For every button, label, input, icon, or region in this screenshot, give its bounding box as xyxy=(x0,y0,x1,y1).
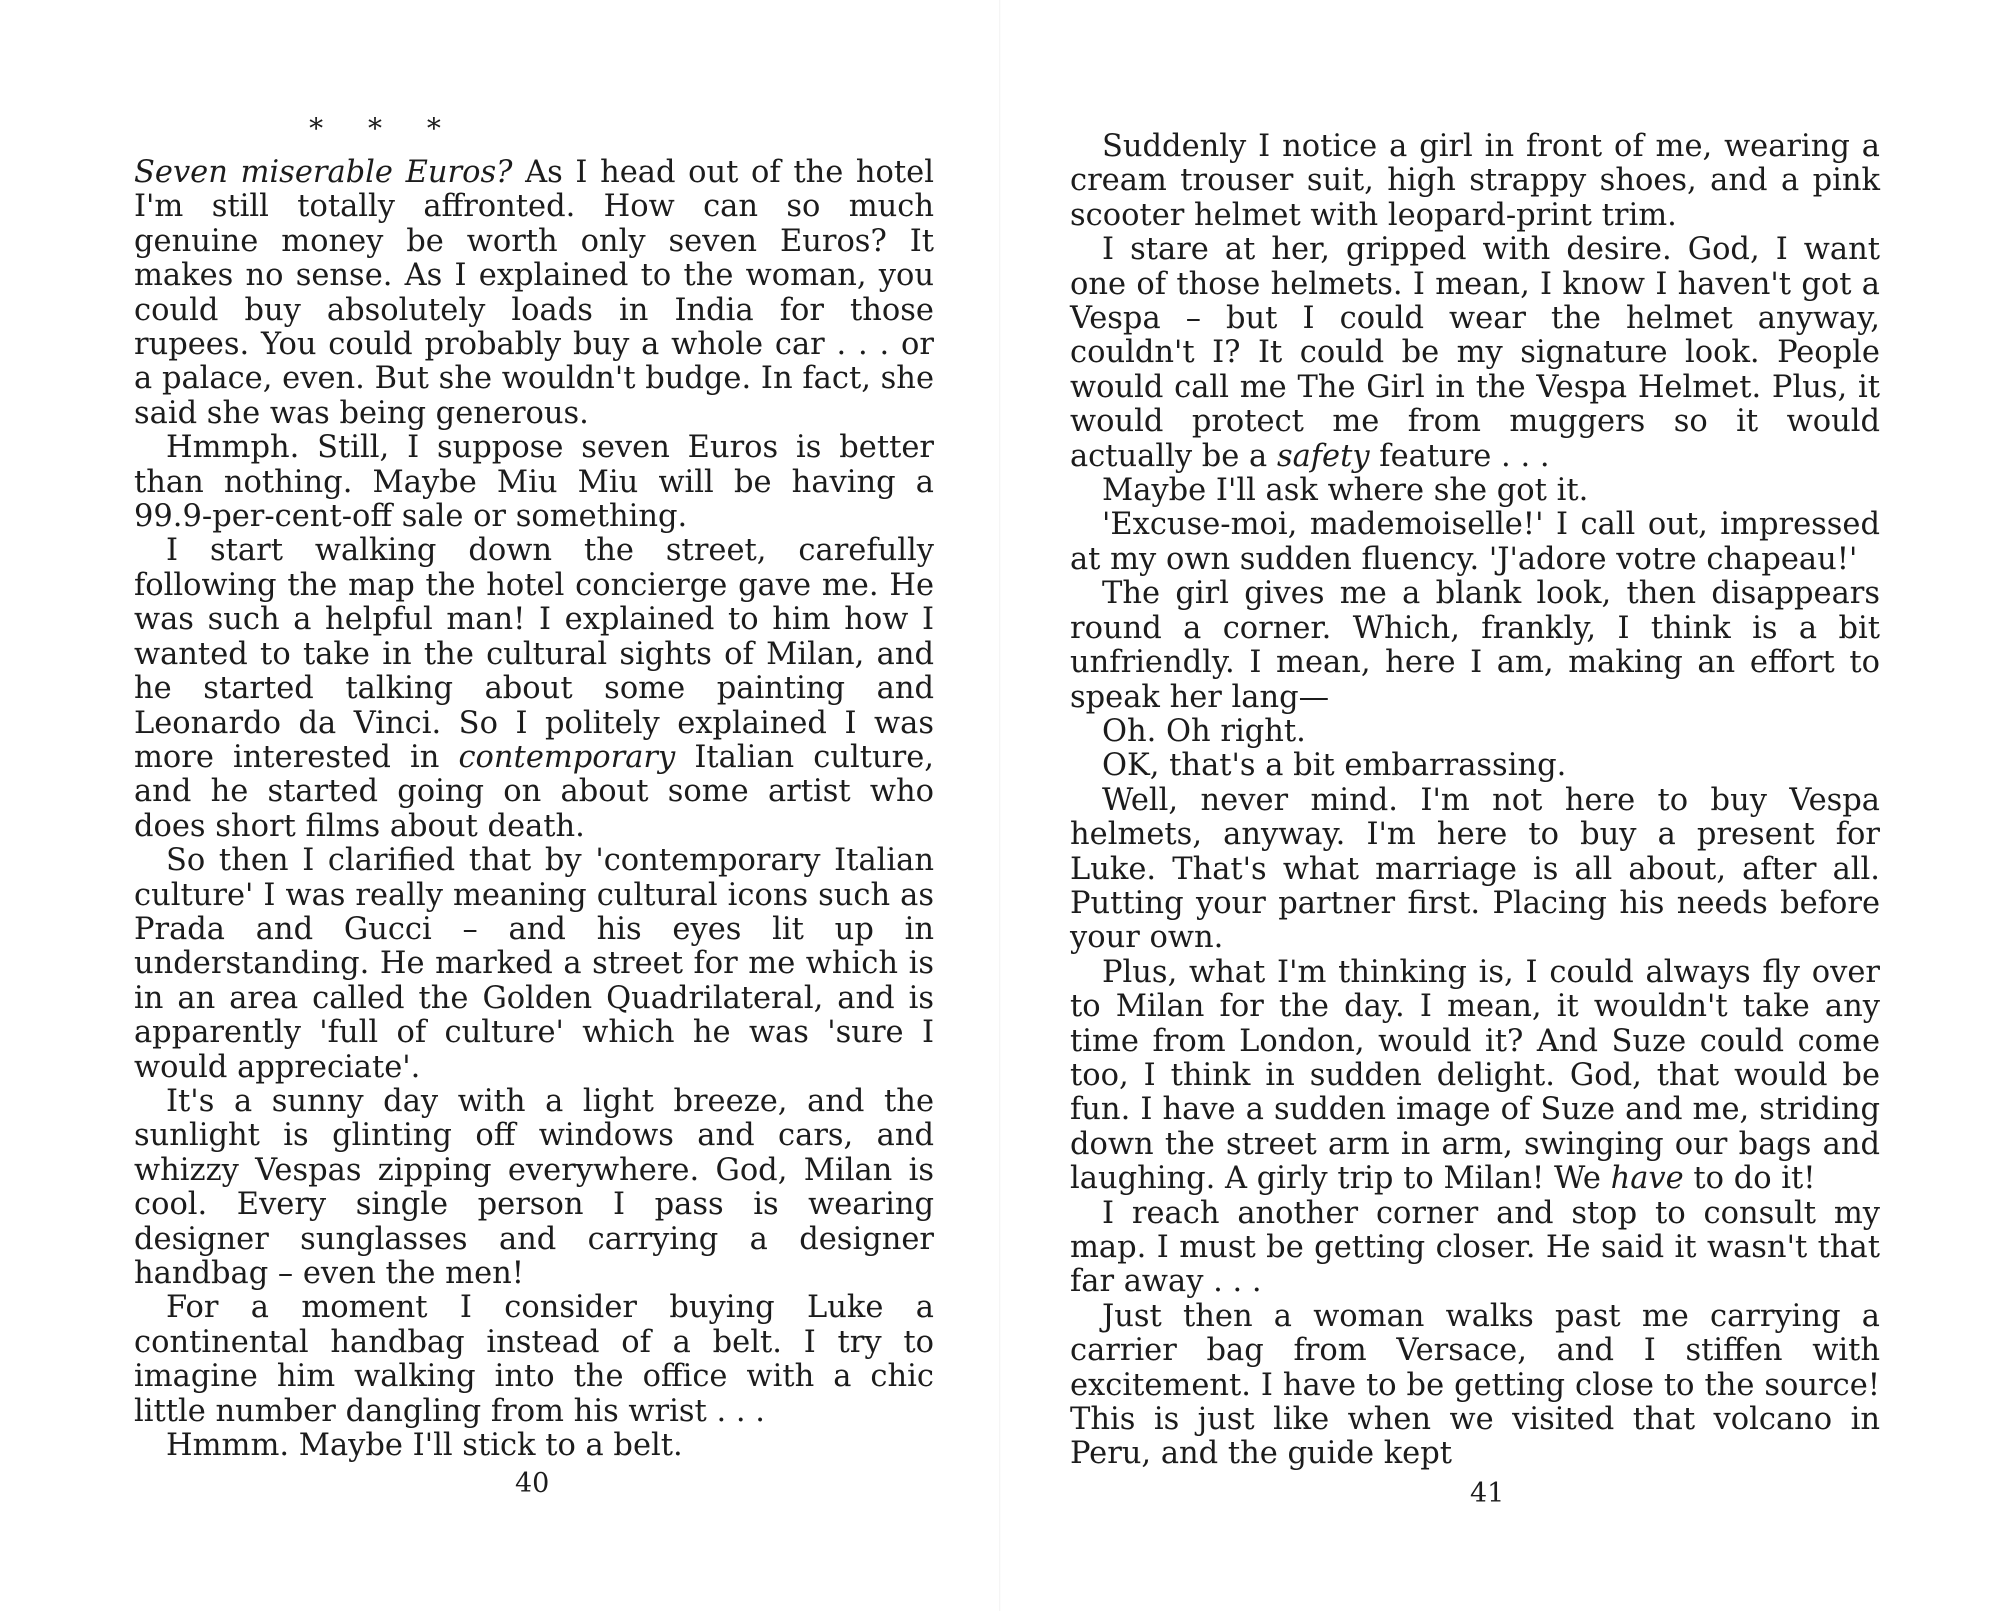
paragraph: So then I clarified that by 'contemporary Italian culture' I was really meaning cultural icons such as Prada and Gucci – and his eyes lit up in understanding. He marked a street for me which is in an area called the Golden Quadrilateral, and is apparently 'full of culture' which he was 'sure I would appreciate'. xyxy=(134,843,934,1085)
right-body-text xyxy=(1070,130,1880,1472)
paragraph: Maybe I'll ask where she got it. xyxy=(1102,473,1589,509)
paragraph: I reach another corner and stop to consult my map. I must be getting closer. He said it wasn't that far away . . . xyxy=(1070,1195,1880,1300)
paragraph xyxy=(134,156,934,431)
paragraph-text: Italian culture, and he started going on about some artist who does short films about death. xyxy=(134,739,935,844)
paragraph: Hmmph. Still, I suppose seven Euros is better than nothing. Maybe Miu Miu will be having a 99.9-per-cent-off sale or something. xyxy=(134,430,934,535)
paragraph: Just then a woman walks past me carrying a carrier bag from Versace, and I stiffen with excitement. I have to be getting close to the source! This is just like when we visited that volcano in Peru, and the guide kept xyxy=(1070,1298,1880,1472)
right-page xyxy=(1000,0,2000,1611)
paragraph: Hmmm. Maybe I'll stick to a belt. xyxy=(166,1428,683,1464)
paragraph: OK, that's a bit embarrassing. xyxy=(1102,748,1567,784)
italic-phrase: Seven miserable Euros? xyxy=(134,155,513,190)
paragraph: For a moment I consider buying Luke a continental handbag instead of a belt. I try to imagine him walking into the office with a chic little number dangling from his wrist . . . xyxy=(134,1290,934,1429)
paragraph: 'Excuse-moi, mademoiselle!' I call out, impressed at my own sudden fluency. 'J'adore votre chapeau!' xyxy=(1070,507,1880,577)
paragraph xyxy=(134,534,934,844)
paragraph-text: Plus, what I'm thinking is, I could always fly over to Milan for the day. I mean, it wouldn't take any time from London, would it? And Suze could come too, I think in sudden delight. God, that would be fun. I have a sudden image of Suze and me, striding down the street arm in arm, swinging our bags and laughing. A girly trip to Milan! We xyxy=(1070,954,1880,1197)
page-number: 40 xyxy=(515,1468,550,1499)
italic-phrase: have xyxy=(1610,1161,1684,1197)
paragraph: Suddenly I notice a girl in front of me, wearing a cream trouser suit, high strappy shoes, and a pink scooter helmet with leopard-print trim. xyxy=(1070,129,1880,233)
paragraph-text: to do it! xyxy=(1683,1161,1816,1197)
paragraph-text: feature . . . xyxy=(1369,438,1550,474)
paragraph: The girl gives me a blank look, then disappears round a corner. Which, frankly, I think is a bit unfriendly. I mean, here I am, making an effort to speak her lang— xyxy=(1070,576,1880,715)
paragraph: Well, never mind. I'm not here to buy Vespa helmets, anyway. I'm here to buy a present for Luke. That's what marriage is all about, after all. Putting your partner first. Placing his needs before your own. xyxy=(1070,782,1880,956)
paragraph: Oh. Oh right. xyxy=(1102,713,1306,749)
italic-phrase: contemporary xyxy=(458,739,676,775)
left-body-text xyxy=(134,156,934,1463)
paragraph-text: As I head out of the hotel I'm still totally affronted. How can so much genuine money be worth only seven Euros? It makes no sense. As I explained to the woman, you could buy absolutely loads in India for those rupees. You could probably buy a whole car . . . or a palace, even. But she wouldn't budge. In fact, she said she was being generous. xyxy=(134,155,934,431)
paragraph-text: I stare at her, gripped with desire. God, I want one of those helmets. I mean, I know I haven't got a Vespa – but I could wear the helmet anyway, couldn't I? It could be my signature look. People would call me The Girl in the Vespa Helmet. Plus, it would protect me from muggers so it would actually be a xyxy=(1070,232,1880,474)
section-break: * * * xyxy=(309,112,459,145)
paragraph-text: I start walking down the street, carefully following the map the hotel concierge gave me. He was such a helpful man! I explained to him how I wanted to take in the cultural sights of Milan, and he started talking about some painting and Leonardo da Vinci. So I politely explained I was more interested in xyxy=(134,533,934,775)
page-number: 41 xyxy=(1470,1478,1505,1509)
paragraph: It's a sunny day with a light breeze, and the sunlight is glinting off windows and cars, and whizzy Vespas zipping everywhere. God, Milan is cool. Every single person I pass is wearing designer sunglasses and carrying a designer handbag – even the men! xyxy=(134,1083,934,1291)
italic-phrase: safety xyxy=(1276,438,1370,474)
paragraph xyxy=(1070,233,1880,474)
paragraph xyxy=(1070,956,1880,1197)
